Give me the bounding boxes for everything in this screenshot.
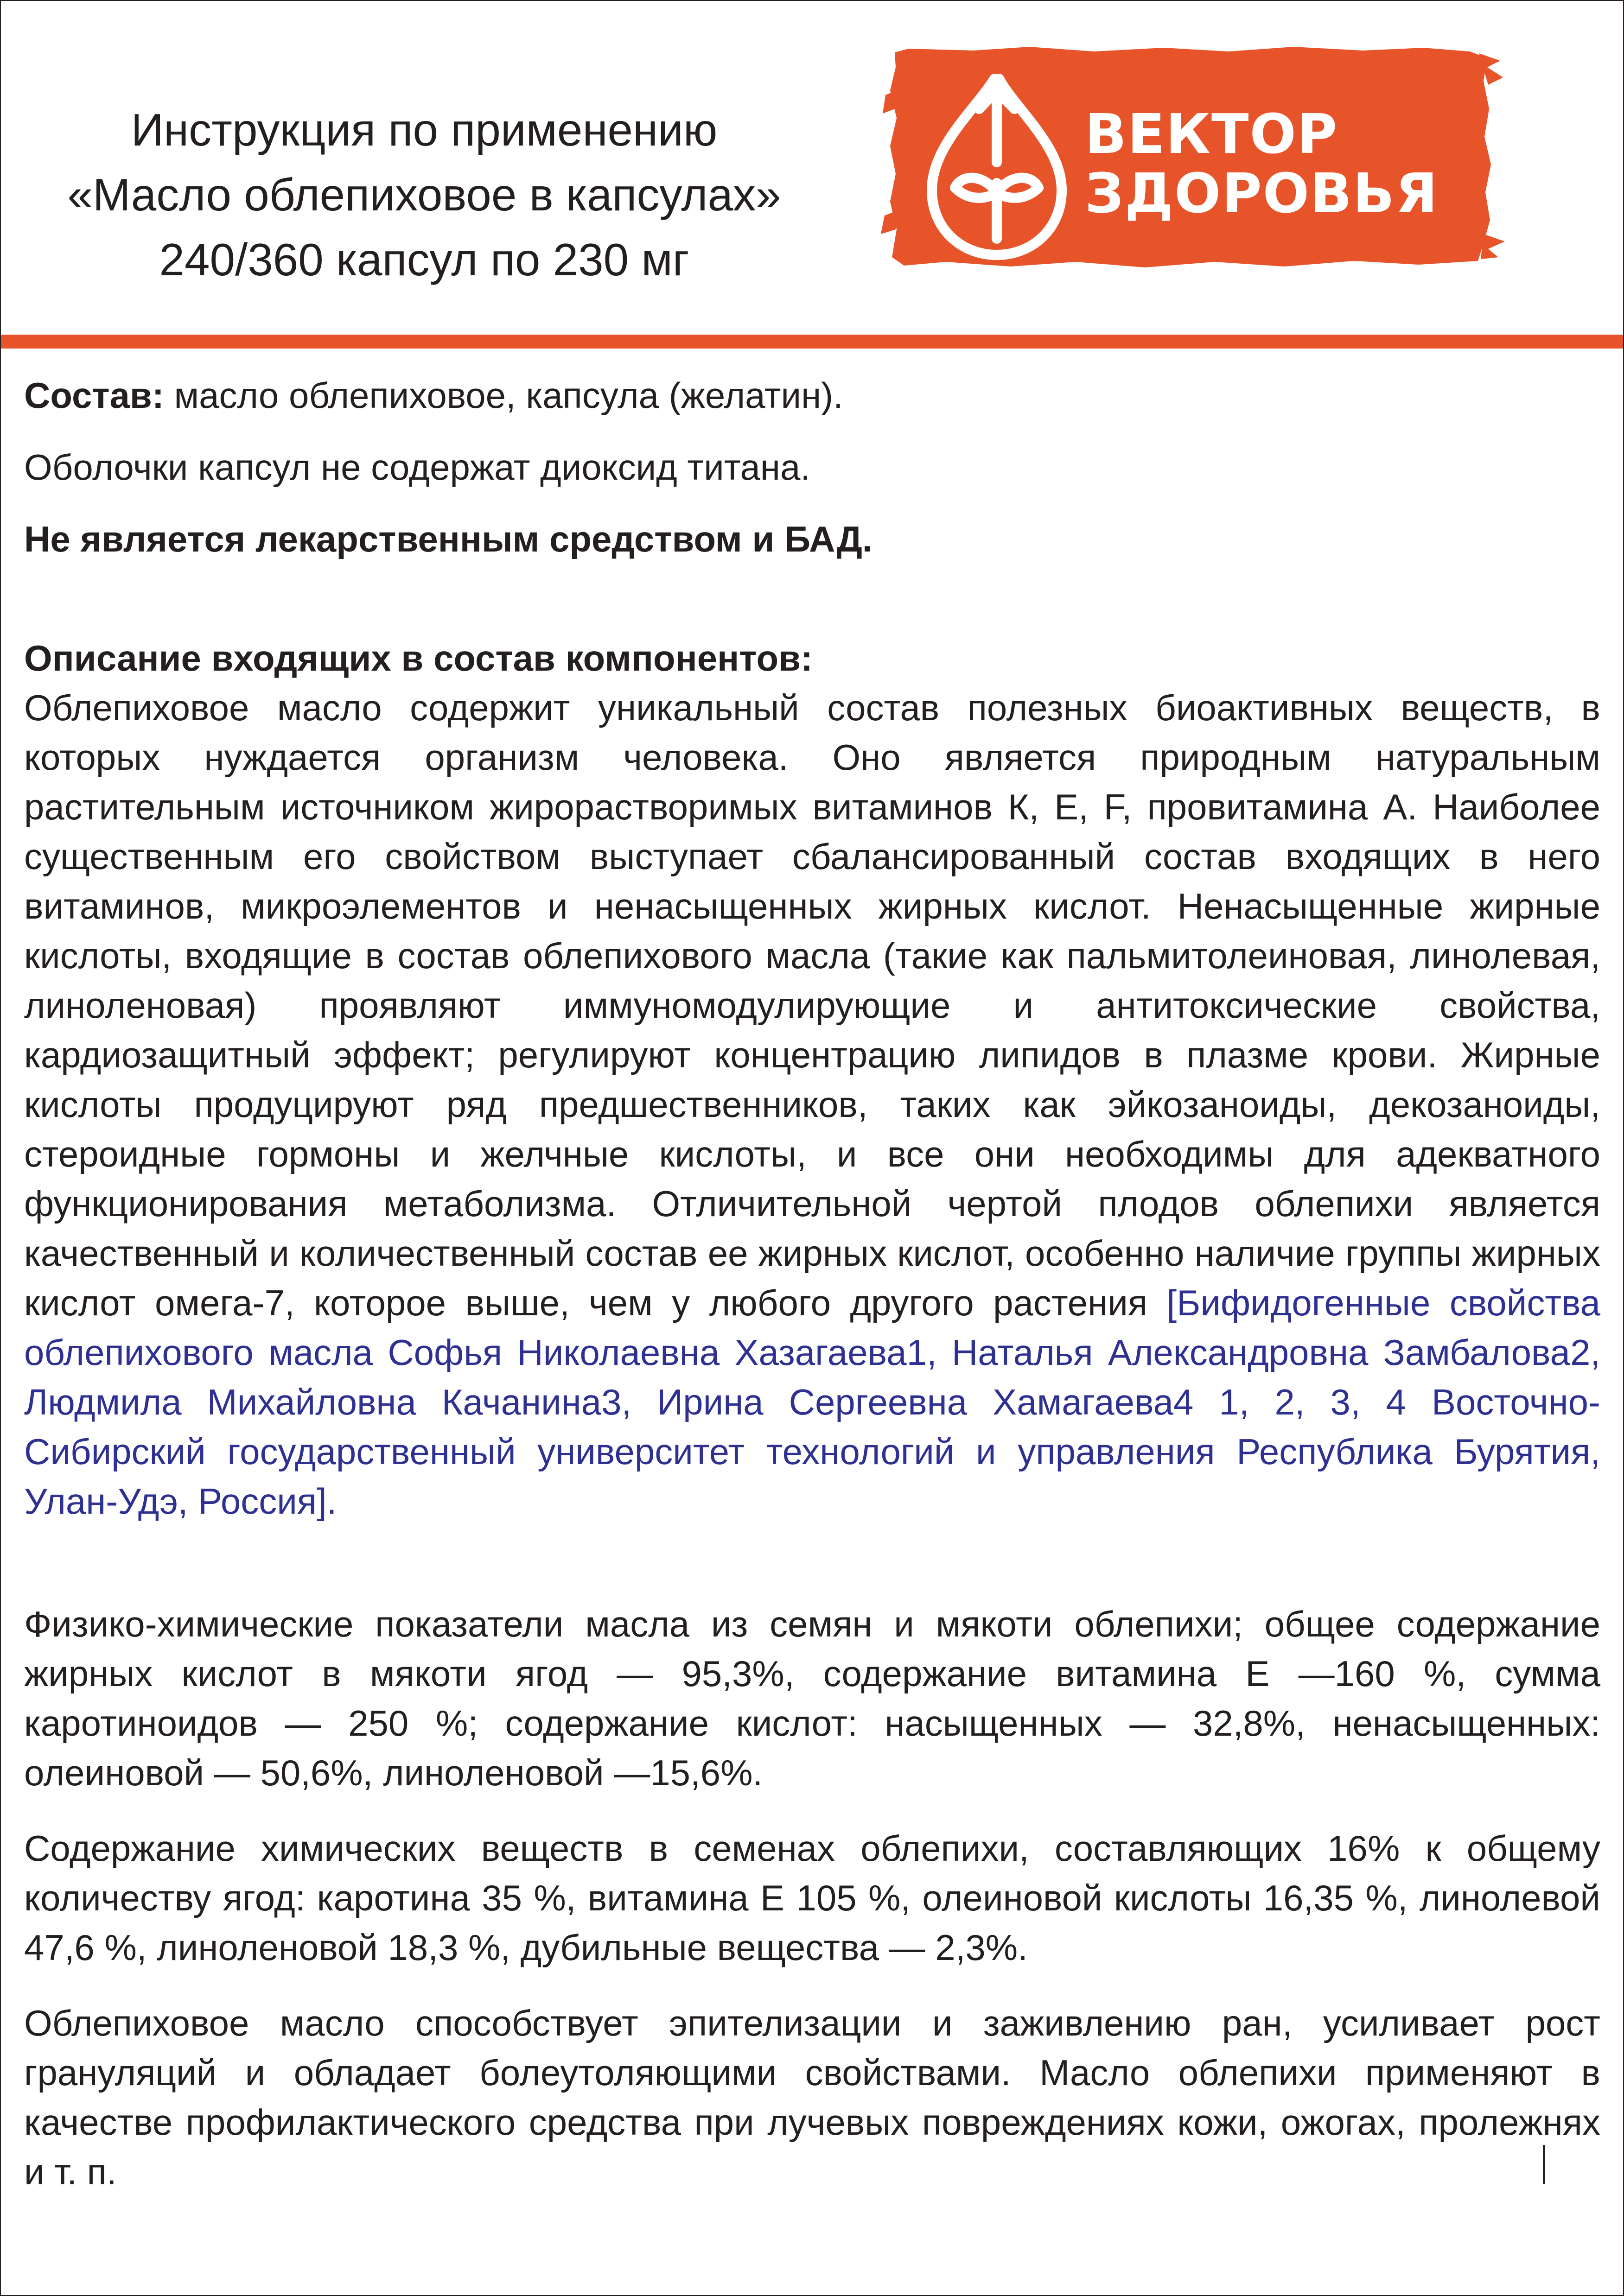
titanium-note: Оболочки капсул не содержат диоксид титана. <box>24 447 811 488</box>
title-line-2: «Масло облепиховое в капсулах» <box>67 169 781 220</box>
not-drug-note: Не является лекарственным средством и БАД. <box>24 519 873 559</box>
title-line-1: Инструкция по применению <box>131 104 718 155</box>
crop-mark <box>1543 2145 1545 2184</box>
description-heading: Описание входящих в состав компонентов: <box>24 638 813 679</box>
healing-paragraph: Облепиховое масло способствует эпителизации и заживлению ран, усиливает рост грануляций и обладает болеутоляющими свойствами. Масло облепихи применяют в качестве профилактического средства при лучевых повреждениях кожи, ожогах, пролежнях и т. п. <box>24 2003 1600 2192</box>
composition-paragraph <box>24 371 1600 420</box>
header-divider <box>1 335 1623 349</box>
instruction-body <box>24 371 1600 2197</box>
brand-name-line-2: ЗДОРОВЬЯ <box>1085 161 1439 225</box>
physchem-paragraph: Физико-химические показатели масла из семян и мякоти облепихи; общее содержание жирных кислот в мякоти ягод — 95,3%, содержание витамина Е —160 %, сумма каротиноидов — 250 %; содержание кислот: насыщенных — 32,8%, ненасыщенных: олеиновой — 50,6%, линоленовой —15,6%. <box>24 1604 1600 1793</box>
brand-name <box>1085 104 1439 223</box>
composition-text: масло облепиховое, капсула (желатин). <box>164 375 843 416</box>
description-paragraph <box>24 683 1600 1526</box>
composition-label: Состав: <box>24 375 164 416</box>
document-title <box>42 97 807 292</box>
brand-logo <box>876 39 1521 280</box>
reference-citation: [Бифидогенные свойства облепихового масла Софья Николаевна Хазагаева1, Наталья Александровна Замбалова2, Людмила Михайловна Качанина3, Ирина Сергеевна Хамагаева4 1, 2, 3, 4 Восточно-Сибирский государственный университет технологий и управления Республика Бурятия, Улан-Удэ, Россия]. <box>24 1282 1600 1522</box>
brand-name-line-1: ВЕКТОР <box>1085 102 1338 166</box>
description-body: Облепиховое масло содержит уникальный состав полезных биоактивных веществ, в которых нуждается организм человека. Оно является природным натуральным растительным источником жирорастворимых витаминов К, Е, F, провитамина А. Наиболее существенным его свойством выступает сбалансированный состав входящих в него витаминов, микроэлементов и ненасыщенных жирных кислот. Ненасыщенные жирные кислоты, входящие в состав облепихового масла (такие как пальмитолеиновая, линолевая, линоленовая) проявляют иммуномодулирующие и антитоксические свойства, кардиозащитный эффект; регулируют концентрацию липидов в плазме крови. Жирные кислоты продуцируют ряд предшественников, таких как эйкозаноиды, декозаноиды, стероидные гормоны и желчные кислоты, и все они необходимы для адекватного функционирования метаболизма. Отличительной чертой плодов облепихи является качественный и количественный состав ее жирных кислот, особенно наличие группы жирных кислот омега-7, которое выше, чем у любого другого растения <box>24 687 1600 1323</box>
seeds-paragraph: Содержание химических веществ в семенах облепихи, составляющих 16% к общему количеству ягод: каротина 35 %, витамина Е 105 %, олеиновой кислоты 16,35 %, линолевой 47,6 %, линоленовой 18,3 %, дубильные вещества — 2,3%. <box>24 1828 1600 1968</box>
title-line-3: 240/360 капсул по 230 мг <box>159 234 689 285</box>
